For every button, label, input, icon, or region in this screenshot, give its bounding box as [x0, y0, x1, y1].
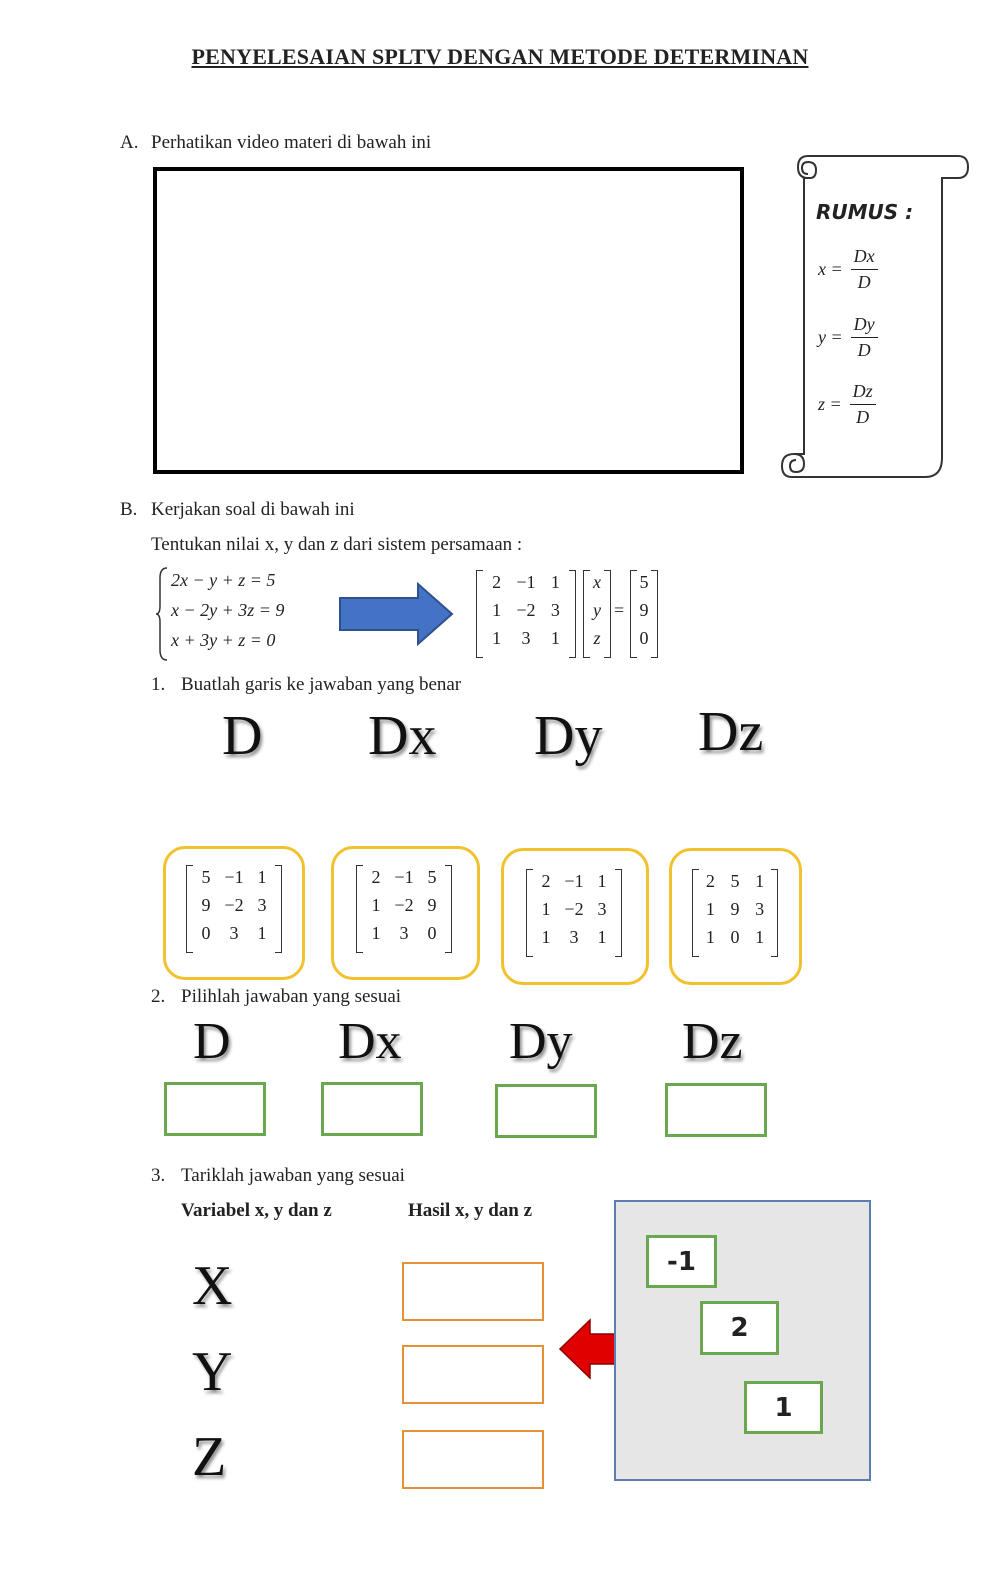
var-vector-cell: y	[593, 600, 601, 620]
var-vector-cell: x	[593, 572, 601, 592]
q2-text: Pilihlah jawaban yang sesuai	[181, 986, 402, 1007]
q1-card-3-matrix-cell: 2	[541, 871, 551, 891]
brace-icon	[155, 566, 169, 662]
q1-card-4-matrix-cell: 2	[705, 871, 715, 891]
q1-card-2-matrix-cell: 3	[399, 923, 409, 943]
q1-card-4-matrix-cell: 3	[755, 899, 765, 919]
q1-label: 1.	[151, 674, 166, 695]
equation-2: x − 2y + 3z = 9	[171, 600, 285, 620]
q1-letter-d[interactable]: D	[222, 705, 263, 767]
formula-y-den: D	[857, 340, 871, 360]
coef-matrix-cell: 1	[550, 628, 560, 648]
q1-letter-dy[interactable]: Dy	[534, 705, 603, 767]
q1-card-4-matrix-cell: 0	[730, 927, 740, 947]
q1-card-2[interactable]	[331, 846, 480, 980]
q1-card-1-matrix	[186, 865, 282, 953]
section-b-label: B.	[120, 499, 138, 520]
coef-matrix-cell: 1	[492, 600, 502, 620]
answer-bank	[614, 1200, 871, 1481]
q1-card-4-matrix-cell: 1	[755, 927, 765, 947]
section-b-text: Kerjakan soal di bawah ini	[151, 499, 355, 520]
arrow-right-icon	[338, 582, 454, 646]
formula-y	[818, 314, 878, 361]
q1-card-1-matrix-cell: 1	[257, 867, 267, 887]
q1-letter-dx[interactable]: Dx	[368, 705, 437, 767]
q3-drop-y[interactable]	[402, 1345, 544, 1404]
q1-card-4-matrix-cell: 1	[705, 927, 715, 947]
coef-matrix-cell: 2	[492, 572, 502, 592]
q2-answer-dx[interactable]	[321, 1082, 423, 1136]
answer-tile-1[interactable]: 1	[744, 1381, 823, 1434]
constant-vector	[630, 570, 658, 658]
coef-matrix-cell: 1	[492, 628, 502, 648]
matrix-equals: =	[614, 600, 625, 620]
q3-variable-y: Y	[192, 1341, 233, 1403]
const-vector-cell: 5	[639, 572, 649, 592]
q1-card-3-matrix-cell: 1	[597, 871, 607, 891]
q1-card-2-matrix-cell: 9	[427, 895, 437, 915]
q1-card-1-matrix-cell: 3	[257, 895, 267, 915]
formula-z-lhs: z =	[818, 394, 842, 414]
q1-card-1-matrix-cell: −2	[224, 895, 244, 915]
answer-tile-minus-1[interactable]: -1	[646, 1235, 717, 1288]
coefficient-matrix	[476, 570, 576, 658]
q1-card-2-matrix-cell: 1	[371, 895, 381, 915]
q1-card-1-matrix-cell: 1	[257, 923, 267, 943]
q1-card-2-matrix	[356, 865, 452, 953]
q1-card-1-matrix-cell: 3	[229, 923, 239, 943]
variable-vector	[583, 570, 611, 658]
formula-x-lhs: x =	[818, 259, 843, 279]
q2-answer-dz[interactable]	[665, 1083, 767, 1137]
formula-z	[818, 381, 876, 428]
formula-x-den: D	[857, 272, 871, 292]
q1-card-2-matrix-cell: 2	[371, 867, 381, 887]
var-vector-cell: z	[593, 628, 601, 648]
formula-x-num: Dx	[851, 246, 878, 270]
q1-text: Buatlah garis ke jawaban yang benar	[181, 674, 462, 695]
section-a-text: Perhatikan video materi di bawah ini	[151, 132, 432, 153]
rumus-title: RUMUS :	[816, 200, 914, 224]
q1-card-3[interactable]	[501, 848, 649, 985]
equation-system	[155, 566, 305, 662]
q1-card-2-matrix-cell: 1	[371, 923, 381, 943]
q1-card-1-matrix-cell: 9	[201, 895, 211, 915]
q1-card-3-matrix-cell: 3	[597, 899, 607, 919]
q1-card-3-matrix-cell: −2	[564, 899, 584, 919]
formula-z-den: D	[856, 407, 870, 427]
q1-card-1-matrix-cell: −1	[224, 867, 244, 887]
q3-col-result: Hasil x, y dan z	[408, 1200, 533, 1221]
const-vector-cell: 0	[639, 628, 649, 648]
coef-matrix-cell: −2	[516, 600, 536, 620]
q2-letter-dx: Dx	[338, 1013, 402, 1070]
formula-x	[818, 246, 878, 293]
q1-card-3-matrix-cell: 1	[597, 927, 607, 947]
q1-card-4-matrix-cell: 9	[730, 899, 740, 919]
q1-card-2-matrix-cell: 0	[427, 923, 437, 943]
section-a-label: A.	[120, 132, 139, 153]
q1-card-1-matrix-cell: 5	[201, 867, 211, 887]
answer-tile-2[interactable]: 2	[700, 1301, 779, 1355]
q3-variable-x: X	[192, 1255, 233, 1317]
q1-card-2-matrix-cell: −1	[394, 867, 414, 887]
coef-matrix-cell: 1	[550, 572, 560, 592]
q1-card-3-matrix-cell: 1	[541, 927, 551, 947]
q1-card-4-matrix-cell: 1	[705, 899, 715, 919]
q3-drop-z[interactable]	[402, 1430, 544, 1489]
q3-label: 3.	[151, 1165, 166, 1186]
q1-card-3-matrix-cell: −1	[564, 871, 584, 891]
q2-letter-dy: Dy	[509, 1013, 573, 1070]
q1-card-4-matrix	[692, 869, 778, 957]
q1-card-1-matrix-cell: 0	[201, 923, 211, 943]
page-title: PENYELESAIAN SPLTV DENGAN METODE DETERMINAN	[191, 44, 809, 69]
video-player[interactable]	[153, 167, 744, 474]
q2-answer-d[interactable]	[164, 1082, 266, 1136]
q3-col-variable: Variabel x, y dan z	[181, 1200, 332, 1221]
q1-card-4-matrix-cell: 5	[730, 871, 740, 891]
equation-3: x + 3y + z = 0	[171, 630, 276, 650]
q1-card-2-matrix-cell: 5	[427, 867, 437, 887]
q1-letter-dz[interactable]: Dz	[698, 701, 764, 763]
q2-label: 2.	[151, 986, 166, 1007]
section-b-instruction: Tentukan nilai x, y dan z dari sistem persamaan :	[151, 534, 523, 555]
q1-card-2-matrix-cell: −2	[394, 895, 414, 915]
formula-y-lhs: y =	[818, 327, 843, 347]
q3-variable-z: Z	[192, 1426, 227, 1488]
coef-matrix-cell: 3	[550, 600, 560, 620]
const-vector-cell: 9	[639, 600, 649, 620]
formula-z-num: Dz	[850, 381, 876, 405]
q1-card-4-matrix-cell: 1	[755, 871, 765, 891]
coef-matrix-cell: 3	[521, 628, 531, 648]
q1-card-3-matrix	[526, 869, 622, 957]
q1-card-3-matrix-cell: 3	[569, 927, 579, 947]
q2-answer-dy[interactable]	[495, 1084, 597, 1138]
coef-matrix-cell: −1	[516, 572, 536, 592]
equation-1: 2x − y + z = 5	[171, 570, 276, 590]
q3-drop-x[interactable]	[402, 1262, 544, 1321]
q3-text: Tariklah jawaban yang sesuai	[181, 1165, 405, 1186]
q2-letter-dz: Dz	[682, 1013, 743, 1070]
formula-y-num: Dy	[851, 314, 878, 338]
q1-card-3-matrix-cell: 1	[541, 899, 551, 919]
q1-card-4[interactable]	[669, 848, 802, 985]
q2-letter-d: D	[193, 1013, 231, 1070]
q1-card-1[interactable]	[163, 846, 305, 980]
